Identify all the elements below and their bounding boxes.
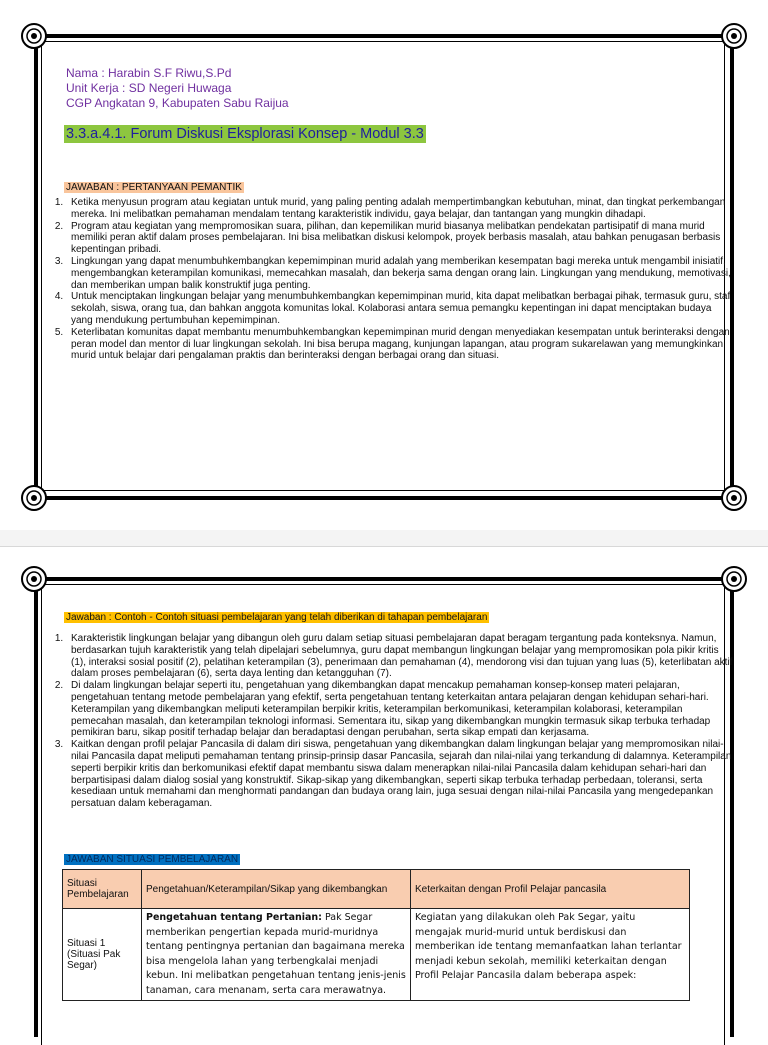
answer-list (36, 197, 734, 362)
list-item: 3. Kaitkan dengan profil pelajar Pancasila di dalam diri siswa, pengetahuan yang dikembangkan dalam lingkungan belajar yang mempromosikan nilai-nilai Pancasila dapat meliputi pemahaman tentang prinsip-prinsip dasar Pancasila, sejarah dan nilai-nilai yang terkandung di dalamnya. Keterampilan seperti berpikir kritis dan berkomunikasi efektif dapat membantu siswa dalam menerapkan nilai-nilai Pancasila dalam kehidupan sehari-hari dan berpartisipasi dalam dialog sosial yang konstruktif. Sikap-sikap yang dikembangkan, seperti sikap terbuka terhadap perbedaan, toleransi, serta kesediaan untuk memahami dan menghormati pandangan dan budaya orang lain, juga sesuai dengan nilai-nilai Pancasila yang mengedepankan persatuan dalam keberagaman. (66, 739, 734, 810)
table-header-cell: Situasi Pembelajaran (63, 870, 142, 909)
page-title (64, 125, 426, 143)
list-item: 2. Program atau kegiatan yang mempromosikan suara, pilihan, dan kepemilikan murid biasanya melibatkan pendekatan partisipatif di mana murid memiliki peran aktif dalam proses pembelajaran. Ini bisa melibatkan diskusi kelompok, proyek berbasis masalah, atau bahkan penugasan berbasis kepentingan pribadi. (66, 221, 734, 256)
answer-list (36, 633, 734, 810)
corner-scroll-icon (720, 484, 748, 512)
table-header-cell: Keterkaitan dengan Profil Pelajar pancasila (411, 870, 690, 909)
frame-top-border (34, 577, 734, 581)
corner-scroll-icon (720, 565, 748, 593)
table-label-text: JAWABAN SITUASI PEMBELAJARAN (66, 854, 239, 865)
page-gap (0, 530, 768, 546)
table-cell-bold: Pengetahuan tentang Pertanian: (146, 912, 322, 923)
list-item: 5. Keterlibatan komunitas dapat membantu menumbuhkembangkan kepemimpinan murid dengan menyediakan kesempatan untuk berinteraksi dengan peran model dan mentor di luar lingkungan sekolah. Ini bisa berupa magang, kunjungan lapangan, atau program sukarelawan yang memungkinkan murid untuk belajar dari pengalaman praktis dan berinteraksi dengan berbagai orang dan situasi. (66, 327, 734, 362)
author-unit: Unit Kerja : SD Negeri Huwaga (66, 81, 232, 95)
table-cell-keterkaitan: Kegiatan yang dilakukan oleh Pak Segar, yaitu mengajak murid-murid untuk berdiskusi dan memberikan ide tentang memanfaatkan lahan terlantar menjadi kebun sekolah, memiliki keterkaitan dengan Profil Pelajar Pancasila dalam beberapa aspek: (411, 909, 690, 1001)
table-header-cell: Pengetahuan/Keterampilan/Sikap yang dikembangkan (142, 870, 411, 909)
author-name: Nama : Harabin S.F Riwu,S.Pd (66, 66, 232, 80)
list-item: 4. Untuk menciptakan lingkungan belajar yang menumbuhkembangkan kepemimpinan murid, kita dapat melibatkan berbagai pihak, termasuk guru, staf sekolah, siswa, orang tua, dan bahkan anggota komunitas lokal. Kolaborasi antara semua pemangku kepentingan ini dapat menciptakan budaya yang mendukung pertumbuhan kepemimpinan. (66, 291, 734, 326)
author-info (66, 66, 706, 111)
table-cell-pengetahuan (142, 909, 411, 1001)
section-label (64, 607, 489, 625)
corner-scroll-icon (20, 484, 48, 512)
list-item: 2. Di dalam lingkungan belajar seperti itu, pengetahuan yang dikembangkan dapat mencakup pemahaman konsep-konsep materi pelajaran, pengetahuan tentang metode pembelajaran yang efektif, serta pengetahuan tentang keterkaitan antara pelajaran dengan kehidupan sehari-hari. Keterampilan yang dikembangkan meliputi keterampilan berpikir kritis, keterampilan berkomunikasi, keterampilan kolaborasi, keterampilan pemecahan masalah, dan keterampilan teknologi informasi. Sementara itu, sikap yang dikembangkan mungkin termasuk sikap terbuka terhadap pemikiran baru, sikap positif terhadap belajar dan beradaptasi dengan perubahan, serta sikap empati dan kerjasama. (66, 680, 734, 739)
table-header-row (63, 870, 690, 909)
corner-scroll-icon (20, 22, 48, 50)
table-label (64, 849, 240, 867)
document-page-2 (0, 546, 768, 1025)
corner-scroll-icon (720, 22, 748, 50)
author-cgp: CGP Angkatan 9, Kabupaten Sabu Raijua (66, 96, 289, 110)
section-label-text: JAWABAN : PERTANYAAN PEMANTIK (66, 182, 242, 193)
table-row (63, 909, 690, 1001)
page-title-text: 3.3.a.4.1. Forum Diskusi Eksplorasi Konsep - Modul 3.3 (66, 126, 424, 142)
frame-top-border (34, 34, 734, 38)
situation-table (62, 869, 690, 1001)
corner-scroll-icon (20, 565, 48, 593)
section-label-text: Jawaban : Contoh - Contoh situasi pembelajaran yang telah diberikan di tahapan pembelajaran (66, 612, 488, 623)
list-item: 3. Lingkungan yang dapat menumbuhkembangkan kepemimpinan murid adalah yang memberikan kesempatan bagi mereka untuk mengambil inisiatif, mengembangkan keterampilan komunikasi, memecahkan masalah, dan bekerja sama dengan orang lain. Lingkungan yang mendukung, memotivasi, dan memberikan umpan balik konstruktif juga penting. (66, 256, 734, 291)
section-label (64, 177, 244, 195)
frame-bottom-border (34, 496, 734, 500)
table-cell-text: Pak Segar memberikan pengertian kepada murid-muridnya tentang pentingnya pertanian dan bagaimana mereka bisa mengelola lahan yang terbengkalai menjadi kebun. Ini melibatkan pengetahuan tentang jenis-jenis tanaman, cara menanam, serta cara merawatnya. (146, 912, 406, 996)
table-cell-situasi: Situasi 1 (Situasi Pak Segar) (63, 909, 142, 1001)
list-item: 1. Karakteristik lingkungan belajar yang dibangun oleh guru dalam setiap situasi pembelajaran dapat beragam tergantung pada konteksnya. Namun, berdasarkan tujuh karakteristik yang telah dipelajari sebelumnya, guru dapat membangun lingkungan belajar yang mempromosikan pola pikir kritis (1), interaksi sosial positif (2), pelatihan keterampilan (3), penerimaan dan pemahaman (4), mendorong visi dan tujuan yang luas (5), keterlibatan aktif dalam proses pembelajaran (6), serta daya lenting dan ketangguhan (7). (66, 633, 734, 680)
list-item: 1. Ketika menyusun program atau kegiatan untuk murid, yang paling penting adalah mempertimbangkan kebutuhan, minat, dan tingkat perkembangan mereka. Ini melibatkan pemahaman mendalam tentang karakteristik individu, gaya belajar, dan tantangan yang mungkin dihadapi. (66, 197, 734, 221)
